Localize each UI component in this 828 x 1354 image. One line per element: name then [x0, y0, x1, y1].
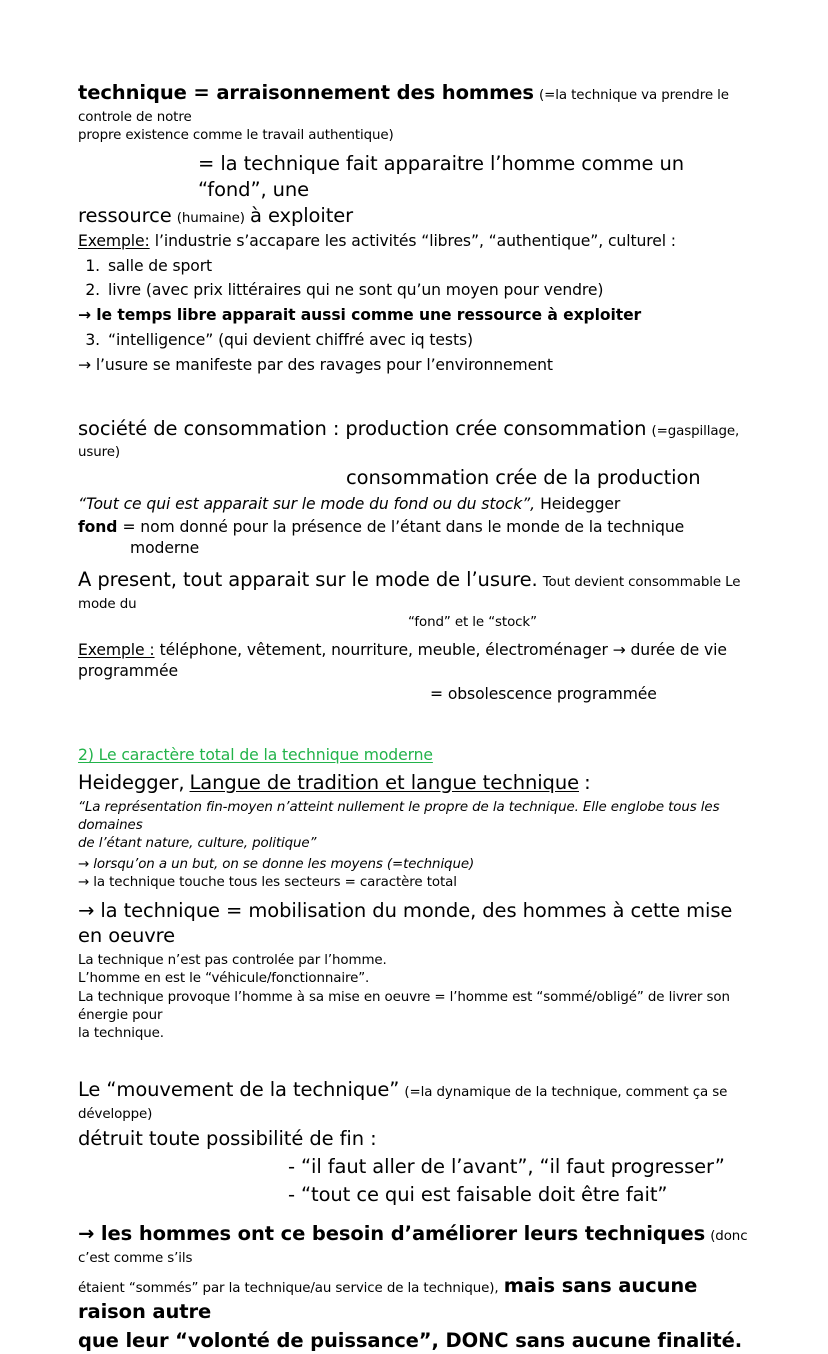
section4-movement-main: Le “mouvement de la technique” [78, 1078, 400, 1102]
section1-humaine-note: (humaine) [176, 210, 245, 226]
section-mouvement-technique [78, 1077, 756, 1353]
section1-equals-line2 [78, 203, 756, 229]
section1-numbered-list-2 [78, 330, 756, 351]
section3-body-line2: L’homme en est le “véhicule/fonctionnaire”. [78, 971, 370, 987]
section2-present-note-cont: “fond” et le “stock” [408, 615, 537, 631]
list-item-number: 3. [85, 330, 100, 349]
section4-final-row1 [78, 1221, 756, 1268]
section1-example-label: Exemple: [78, 232, 150, 251]
list-item-number: 1. [85, 257, 100, 276]
section1-arrow-1: → le temps libre apparait aussi comme une ressource à exploiter [78, 306, 642, 325]
section-arraisonnement [78, 80, 756, 376]
spacer [78, 376, 756, 416]
section2-quote-author: Heidegger [540, 495, 621, 514]
section4-bullet-1: - “il faut aller de l’avant”, “il faut progresser” [288, 1154, 725, 1178]
section3-arrow-large: → la technique = mobilisation du monde, des hommes à cette mise en oeuvre [78, 898, 733, 948]
section1-heading-note: (=la technique va prendre le controle de notre [78, 88, 729, 125]
section1-heading-note-cont: propre existence comme le travail authentique) [78, 127, 394, 143]
section2-fond-row [78, 517, 756, 538]
section2-example-text: téléphone, vêtement, nourriture, meuble, électroménager → durée de vie programmée [78, 641, 727, 681]
section1-example-text: l’industrie s’accapare les activités “libres”, “authentique”, culturel : [154, 232, 676, 251]
list-item-number: 2. [85, 281, 100, 300]
section4-final-bold-3: que leur “volonté de puissance”, DONC sans aucune finalité. [78, 1328, 743, 1352]
section3-quote-line1: “La représentation fin-moyen n’atteint nullement le propre de la technique. Elle englobe tous les domaines [78, 799, 720, 833]
section2-heading-line2: consommation crée de la production [346, 465, 701, 489]
section2-fond-term: fond [78, 518, 118, 537]
section2-heading: société de consommation : production crée consommation [78, 416, 647, 440]
section4-final-note-2: étaient “sommés” par la technique/au service de la technique), [78, 1281, 499, 1297]
list-item [78, 330, 756, 351]
section3-body-line4: la technique. [78, 1025, 164, 1041]
section2-example-row [78, 640, 756, 682]
section4-final-row2 [78, 1273, 756, 1324]
section1-example-row [78, 231, 756, 252]
section3-arrow-italic: → lorsqu’on a un but, on se donne les moyens (=technique) [78, 857, 475, 873]
list-item-label: “intelligence” (qui devient chiffré avec iq tests) [108, 330, 473, 349]
section2-heading-note: (=gaspillage, usure) [78, 423, 740, 461]
section1-equals-line1: = la technique fait apparaitre l’homme comme un “fond”, une [198, 152, 685, 201]
section1-numbered-list [78, 256, 756, 301]
section4-movement-row [78, 1077, 756, 1124]
section3-quote-line2: de l’étant nature, culture, politique” [78, 835, 317, 851]
section-caractere-total [78, 745, 756, 1043]
section-societe-consommation [78, 416, 756, 705]
list-item-label: salle de sport [108, 257, 213, 276]
section2-present-note: Tout devient consommable Le mode du [78, 575, 741, 612]
section4-movement-note: (=la dynamique de la technique, comment ça se développe) [78, 1085, 728, 1122]
section4-final-bold-2: mais sans aucune raison autre [78, 1274, 698, 1324]
section3-arrow-small: → la technique touche tous les secteurs = caractère total [78, 875, 457, 891]
section1-heading: technique = arraisonnement des hommes [78, 81, 534, 104]
section3-author: Heidegger, [78, 770, 185, 794]
section1-ressource: ressource [78, 203, 172, 227]
section3-colon: : [584, 770, 591, 794]
list-item-label: livre (avec prix littéraires qui ne sont qu’un moyen pour vendre) [108, 281, 604, 300]
section2-heading-row [78, 416, 756, 463]
section2-example-cont: = obsolescence programmée [430, 685, 657, 704]
section3-body-line1: La technique n’est pas controlée par l’homme. [78, 953, 387, 969]
section3-body-line3: La technique provoque l’homme à sa mise en oeuvre = l’homme est “sommé/obligé” de livrer son énergie pour [78, 989, 730, 1023]
section2-present-row [78, 567, 756, 614]
section2-fond-definition-cont: moderne [130, 539, 200, 558]
section1-heading-row [78, 80, 756, 127]
section3-work-title: Langue de tradition et langue technique [189, 770, 579, 794]
section2-quote: “Tout ce qui est apparait sur le mode du fond ou du stock”, [78, 495, 536, 514]
section4-final-bold-1: → les hommes ont ce besoin d’améliorer leurs techniques [78, 1222, 706, 1246]
section4-final-note-1: (donc c’est comme s’ils [78, 1229, 748, 1267]
section2-example-label: Exemple : [78, 641, 155, 660]
section2-quote-row [78, 494, 756, 515]
section2-present-main: A present, tout apparait sur le mode de l’usure. [78, 568, 538, 592]
section4-movement-line2: détruit toute possibilité de fin : [78, 1127, 377, 1151]
section4-bullet-2: - “tout ce qui est faisable doit être fait” [288, 1182, 668, 1206]
section2-fond-definition: = nom donné pour la présence de l’étant dans le monde de la technique [122, 518, 685, 537]
list-item [78, 280, 756, 301]
section1-arrow-2: → l’usure se manifeste par des ravages pour l’environnement [78, 355, 553, 374]
section1-exploiter: à exploiter [250, 203, 354, 227]
spacer [78, 1043, 756, 1077]
spacer [78, 705, 756, 745]
section3-green-heading: 2) Le caractère total de la technique moderne [78, 745, 433, 764]
section3-author-row [78, 770, 756, 796]
list-item [78, 256, 756, 277]
